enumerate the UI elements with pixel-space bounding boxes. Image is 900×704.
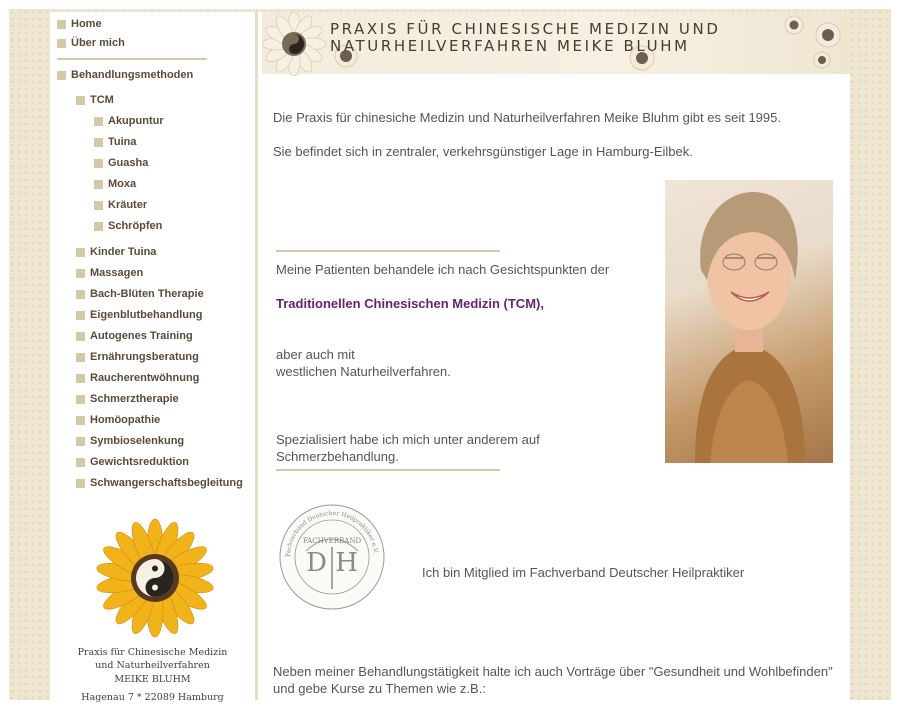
nav-item-gewichtsreduktion[interactable]: Gewichtsreduktion xyxy=(76,456,189,468)
bullet-icon xyxy=(76,269,85,278)
bullet-icon xyxy=(76,458,85,467)
header-title-line-1: PRAXIS FÜR CHINESISCHE MEDIZIN UND xyxy=(330,20,721,38)
natural-remedies-line-2: westlichen Naturheilverfahren. xyxy=(276,364,451,379)
bullet-icon xyxy=(57,20,66,29)
patients-paragraph: Meine Patienten behandele ich nach Gesichtspunkten der xyxy=(276,262,610,277)
sidebar-logo-text-2: und Naturheilverfahren xyxy=(95,660,210,671)
bullet-icon xyxy=(94,159,103,168)
nav-item-bach-blueten[interactable]: Bach-Blüten Therapie xyxy=(76,288,204,300)
talks-paragraph-line-2: und gebe Kurse zu Themen wie z.B.: xyxy=(273,681,486,696)
nav-item-autogenes-training[interactable]: Autogenes Training xyxy=(76,330,193,342)
sidebar-logo-text-3: MEIKE BLUHM xyxy=(114,674,191,685)
bullet-icon xyxy=(57,39,66,48)
bullet-icon xyxy=(94,117,103,126)
sidebar-address: Hagenau 7 * 22089 Hamburg xyxy=(81,692,224,703)
bullet-icon xyxy=(94,201,103,210)
seal-ring-text: Fachverband Deutscher Heilpraktiker e.V. xyxy=(284,509,379,558)
nav-item-guasha[interactable]: Guasha xyxy=(94,157,148,169)
tcm-highlight: Traditionellen Chinesischen Medizin (TCM), xyxy=(276,296,544,311)
natural-remedies-line-1: aber auch mit xyxy=(276,347,355,362)
bullet-icon xyxy=(94,180,103,189)
seal-inner-text: FACHVERBAND xyxy=(302,537,362,545)
intro-paragraph-1: Die Praxis für chinesiche Medizin und Naturheilverfahren Meike Bluhm gibt es seit 1995. xyxy=(273,110,781,125)
bullet-icon xyxy=(94,138,103,147)
nav-item-tuina[interactable]: Tuina xyxy=(94,136,137,148)
bullet-icon xyxy=(76,395,85,404)
bullet-icon xyxy=(57,71,66,80)
section-divider-top xyxy=(276,250,500,252)
bullet-icon xyxy=(76,374,85,383)
specialization-line-2: Schmerzbehandlung. xyxy=(276,449,399,464)
header-title-line-2: NATURHEILVERFAHREN MEIKE BLUHM xyxy=(330,37,690,55)
bullet-icon xyxy=(76,416,85,425)
nav-item-ueber-mich[interactable]: Über mich xyxy=(57,37,125,49)
talks-paragraph-line-1: Neben meiner Behandlungstätigkeit halte ich auch Vorträge über "Gesundheit und Wohlbefinden" xyxy=(273,664,833,679)
specialization-line-1: Spezialisiert habe ich mich unter anderem auf xyxy=(276,432,540,447)
nav-item-kraeuter[interactable]: Kräuter xyxy=(94,199,147,211)
nav-item-behandlungsmethoden[interactable]: Behandlungsmethoden xyxy=(57,69,193,81)
bullet-icon xyxy=(76,332,85,341)
portrait-illustration-icon xyxy=(665,180,833,463)
nav-item-tcm[interactable]: TCM xyxy=(76,94,114,106)
fachverband-seal-icon xyxy=(276,503,388,611)
nav-item-schmerztherapie[interactable]: Schmerztherapie xyxy=(76,393,179,405)
seal-initials: D H xyxy=(306,548,358,578)
nav-item-akupuntur[interactable]: Akupuntur xyxy=(94,115,164,127)
nav-item-raucherentwoehnung[interactable]: Raucherentwöhnung xyxy=(76,372,199,384)
membership-text: Ich bin Mitglied im Fachverband Deutscher Heilpraktiker xyxy=(422,565,745,580)
nav-separator xyxy=(57,58,207,60)
bullet-icon xyxy=(94,222,103,231)
nav-item-schwangerschaft[interactable]: Schwangerschaftsbegleitung xyxy=(76,477,243,489)
bullet-icon xyxy=(76,353,85,362)
nav-item-moxa[interactable]: Moxa xyxy=(94,178,136,190)
nav-item-home[interactable]: Home xyxy=(57,18,102,30)
nav-item-eigenblut[interactable]: Eigenblutbehandlung xyxy=(76,309,202,321)
nav-item-homoeopathie[interactable]: Homöopathie xyxy=(76,414,160,426)
nav-item-symbioselenkung[interactable]: Symbioselenkung xyxy=(76,435,184,447)
bullet-icon xyxy=(76,248,85,257)
bullet-icon xyxy=(76,290,85,299)
bullet-icon xyxy=(76,437,85,446)
nav-item-ernaehrungsberatung[interactable]: Ernährungsberatung xyxy=(76,351,199,363)
bullet-icon xyxy=(76,479,85,488)
bullet-icon xyxy=(76,96,85,105)
nav-item-schroepfen[interactable]: Schröpfen xyxy=(94,220,162,232)
bullet-icon xyxy=(76,311,85,320)
nav-item-kinder-tuina[interactable]: Kinder Tuina xyxy=(76,246,156,258)
sidebar-logo-text-1: Praxis für Chinesische Medizin xyxy=(77,647,228,658)
nav-item-massagen[interactable]: Massagen xyxy=(76,267,143,279)
intro-paragraph-2: Sie befindet sich in zentraler, verkehrsgünstiger Lage in Hamburg-Eilbek. xyxy=(273,144,693,159)
section-divider-bottom xyxy=(276,469,500,471)
portrait-photo xyxy=(665,180,833,463)
sunflower-logo-icon xyxy=(94,518,216,638)
